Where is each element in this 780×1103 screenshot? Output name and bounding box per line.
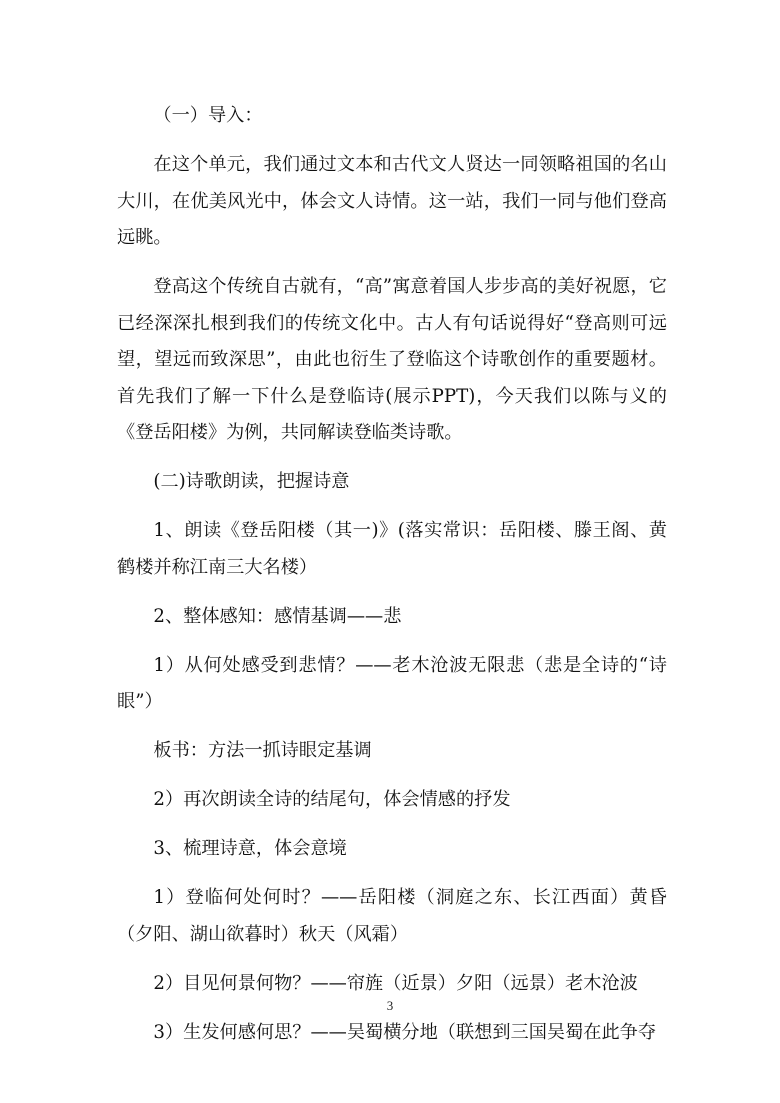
substep-where-when: 1）登临何处何时？——岳阳楼（洞庭之东、长江西面）黄昏（夕阳、湖山欲暮时）秋天（风霜）: [117, 887, 667, 945]
step-read-poem: 1、朗读《登岳阳楼（其一)》(落实常识：岳阳楼、滕王阁、黄鹤楼并称江南三大名楼）: [117, 520, 667, 578]
substep-what-felt: 3）生发何感何思？——吴蜀横分地（联想到三国吴蜀在此争夺: [153, 1021, 657, 1043]
section-heading-intro: （一）导入：: [153, 105, 263, 126]
step-overall-perception: 2、整体感知：感情基调——悲: [153, 605, 402, 627]
blackboard-note: 板书：方法一抓诗眼定基调: [153, 740, 372, 761]
section-heading-reading: (二)诗歌朗读，把握诗意: [153, 471, 350, 492]
document-body: [117, 98, 667, 1064]
paragraph-climbing-tradition: 登高这个传统自古就有，“高”寓意着国人步步高的美好祝愿，它已经深深扎根到我们的传统文化中。古人有句话说得好“登高则可远望，望远而致深思”，由此也衍生了登临这个诗歌创作的重要题材。首先我们了解一下什么是登临诗(展示PPT)，今天我们以陈与义的《登岳阳楼》为例，共同解读登临类诗歌。: [117, 276, 667, 443]
substep-find-sorrow: 1）从何处感受到悲情？——老木沧波无限悲（悲是全诗的“诗眼”）: [117, 654, 667, 712]
substep-what-seen: 2）目见何景何物？——帘旌（近景）夕阳（远景）老木沧波: [153, 972, 638, 994]
step-sort-meaning: 3、梳理诗意，体会意境: [153, 838, 347, 859]
substep-reread-ending: 2）再次朗读全诗的结尾句，体会情感的抒发: [153, 789, 511, 810]
paragraph-unit-intro: 在这个单元，我们通过文本和古代文人贤达一同领略祖国的名山大川，在优美风光中，体会文人诗情。这一站，我们一同与他们登高远眺。: [117, 154, 667, 248]
page-number: 3: [386, 998, 394, 1013]
